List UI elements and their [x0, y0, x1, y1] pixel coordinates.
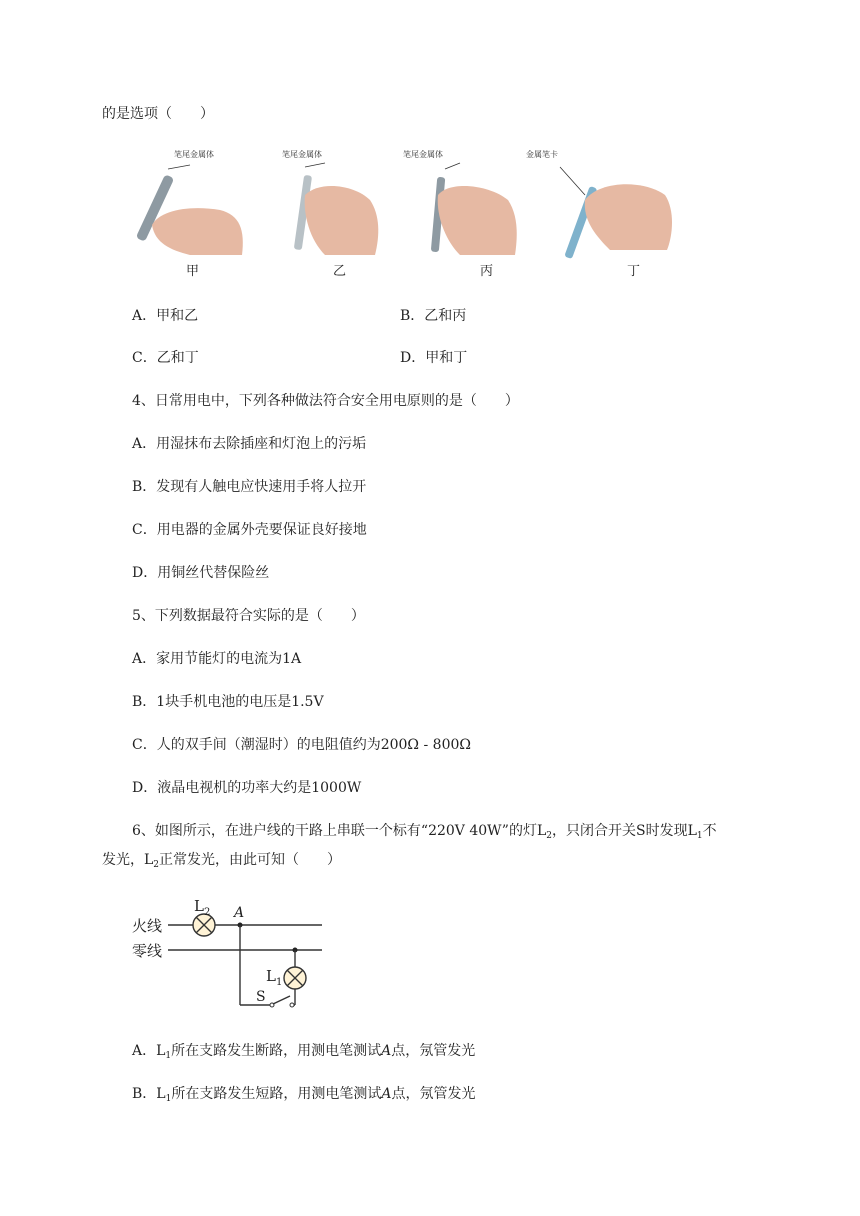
- q6-stem-line1: 6、如图所示，在进户线的干路上串联一个标有“220V 40W”的灯$L_2$，只闭合开关S时发现$L_1$不: [132, 823, 717, 841]
- q5-option-d: D．液晶电视机的功率大约是1000W: [132, 780, 362, 796]
- lamp-l1-label: $L_1$: [266, 967, 283, 988]
- q4-option-a: A．用湿抹布去除插座和灯泡上的污垢: [132, 436, 367, 452]
- switch-s-icon: [273, 996, 290, 1004]
- panel-3-caption: 丙: [480, 264, 494, 279]
- pen-hold-figure: [130, 145, 690, 280]
- q3-option-a: A．甲和乙: [132, 308, 199, 324]
- q5-stem: 5、下列数据最符合实际的是（ ）: [132, 608, 365, 624]
- hand-pen-illustration: [555, 155, 680, 265]
- hand-pen-illustration: [130, 155, 250, 265]
- neutral-wire-label: 零线: [132, 942, 163, 960]
- panel-2-caption: 乙: [333, 264, 347, 279]
- q3-option-b: B．乙和丙: [400, 308, 467, 324]
- live-wire-label: 火线: [132, 917, 163, 935]
- q6-stem-line2: 发光，$L_2$正常发光，由此可知（ ）: [102, 852, 342, 870]
- hand-pen-illustration: [285, 155, 395, 265]
- q3-option-c: C．乙和丁: [132, 350, 199, 366]
- node-a-label: A: [234, 905, 245, 921]
- panel-1-tag: 笔尾金属体: [174, 150, 214, 159]
- switch-s-label: S: [256, 989, 266, 1005]
- hand-pen-illustration: [420, 155, 530, 265]
- q5-option-b: B．1块手机电池的电压是1.5V: [132, 694, 324, 710]
- q4-option-b: B．发现有人触电应快速用手将人拉开: [132, 479, 367, 495]
- q4-option-c: C．用电器的金属外壳要保证良好接地: [132, 522, 367, 538]
- q6-option-b: B．$L_1$所在支路发生短路，用测电笔测试A点，氖管发光: [132, 1086, 476, 1104]
- panel-4-caption: 丁: [627, 264, 641, 279]
- q3-option-d: D．甲和丁: [400, 350, 468, 366]
- q4-option-d: D．用铜丝代替保险丝: [132, 565, 270, 581]
- q5-option-c: C．人的双手间（潮湿时）的电阻值约为200Ω - 800Ω: [132, 737, 471, 753]
- circuit-diagram: [130, 893, 340, 1018]
- panel-4-tag: 金属笔卡: [526, 150, 558, 159]
- panel-2-tag: 笔尾金属体: [282, 150, 322, 159]
- q6-option-a: A．$L_1$所在支路发生断路，用测电笔测试A点，氖管发光: [132, 1043, 476, 1061]
- q5-option-a: A．家用节能灯的电流为1A: [132, 651, 302, 667]
- q4-stem: 4、日常用电中，下列各种做法符合安全用电原则的是（ ）: [132, 393, 519, 409]
- lamp-l2-label: $L_2$: [194, 897, 211, 918]
- panel-3-tag: 笔尾金属体: [403, 150, 443, 159]
- intro-line: 的是选项（ ）: [102, 106, 214, 122]
- panel-1-caption: 甲: [186, 264, 200, 279]
